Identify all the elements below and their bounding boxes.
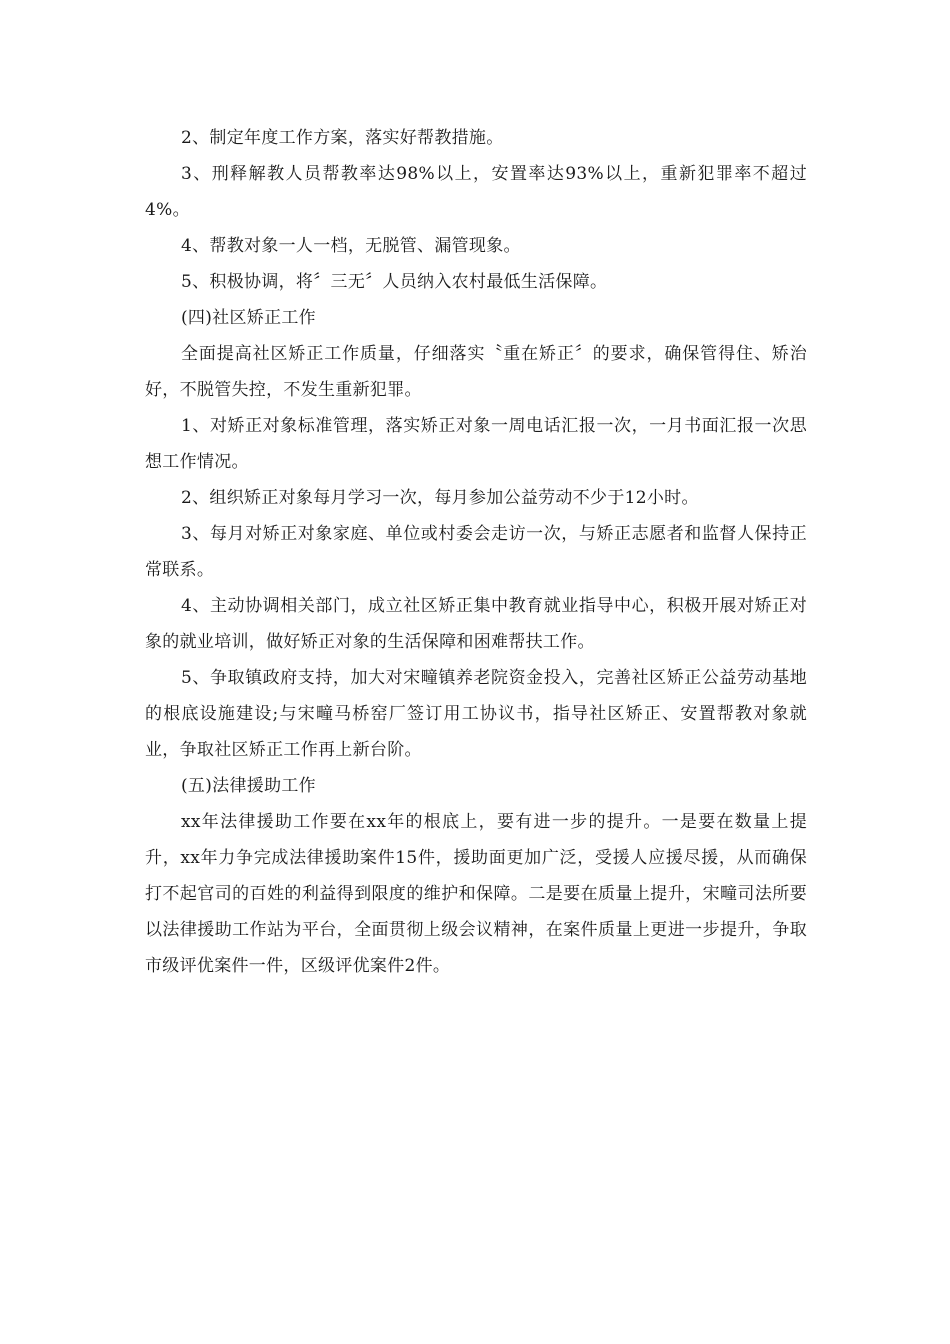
paragraph-item-4: 4、帮教对象一人一档，无脱管、漏管现象。 (181, 236, 521, 256)
legal-aid-paragraph: xx年法律援助工作要在xx年的根底上，要有进一步的提升。一是要在数量上提升，xx年力争完成法律援助案件15件，援助面更加广泛，受援人应援尽援，从而确保打不起官司的百姓的利益得到限度的维护和保障。二是要在质量上提升，宋疃司法所要以法律援助工作站为平台，全面贯彻上级会议精神，在案件质量上更进一步提升，争取市级评优案件一件，区级评优案件2件。 (145, 812, 807, 976)
paragraph-item-1b: 1、对矫正对象标准管理，落实矫正对象一周电话汇报一次，一月书面汇报一次思想工作情况。 (145, 416, 807, 472)
paragraph-item-2b: 2、组织矫正对象每月学习一次，每月参加公益劳动不少于12小时。 (181, 488, 699, 508)
section-heading-4: (四)社区矫正工作 (181, 308, 316, 328)
paragraph-item-3b: 3、每月对矫正对象家庭、单位或村委会走访一次，与矫正志愿者和监督人保持正常联系。 (145, 524, 807, 580)
paragraph-item-5: 5、积极协调，将〞三无〞人员纳入农村最低生活保障。 (181, 272, 608, 292)
paragraph-item-3: 3、刑释解教人员帮教率达98%以上，安置率达93%以上，重新犯罪率不超过4%。 (145, 164, 807, 220)
paragraph-item-4b: 4、主动协调相关部门，成立社区矫正集中教育就业指导中心，积极开展对矫正对象的就业培训，做好矫正对象的生活保障和困难帮扶工作。 (145, 596, 807, 652)
section-heading-5: (五)法律援助工作 (181, 776, 316, 796)
document-body (145, 120, 807, 984)
paragraph-item-2: 2、制定年度工作方案，落实好帮教措施。 (181, 128, 504, 148)
paragraph-item-5b: 5、争取镇政府支持，加大对宋疃镇养老院资金投入，完善社区矫正公益劳动基地的根底设施建设;与宋疃马桥窑厂签订用工协议书，指导社区矫正、安置帮教对象就业，争取社区矫正工作再上新台阶。 (145, 668, 807, 760)
section-intro-paragraph: 全面提高社区矫正工作质量，仔细落实〝重在矫正〞的要求，确保管得住、矫治好，不脱管失控，不发生重新犯罪。 (145, 344, 807, 400)
